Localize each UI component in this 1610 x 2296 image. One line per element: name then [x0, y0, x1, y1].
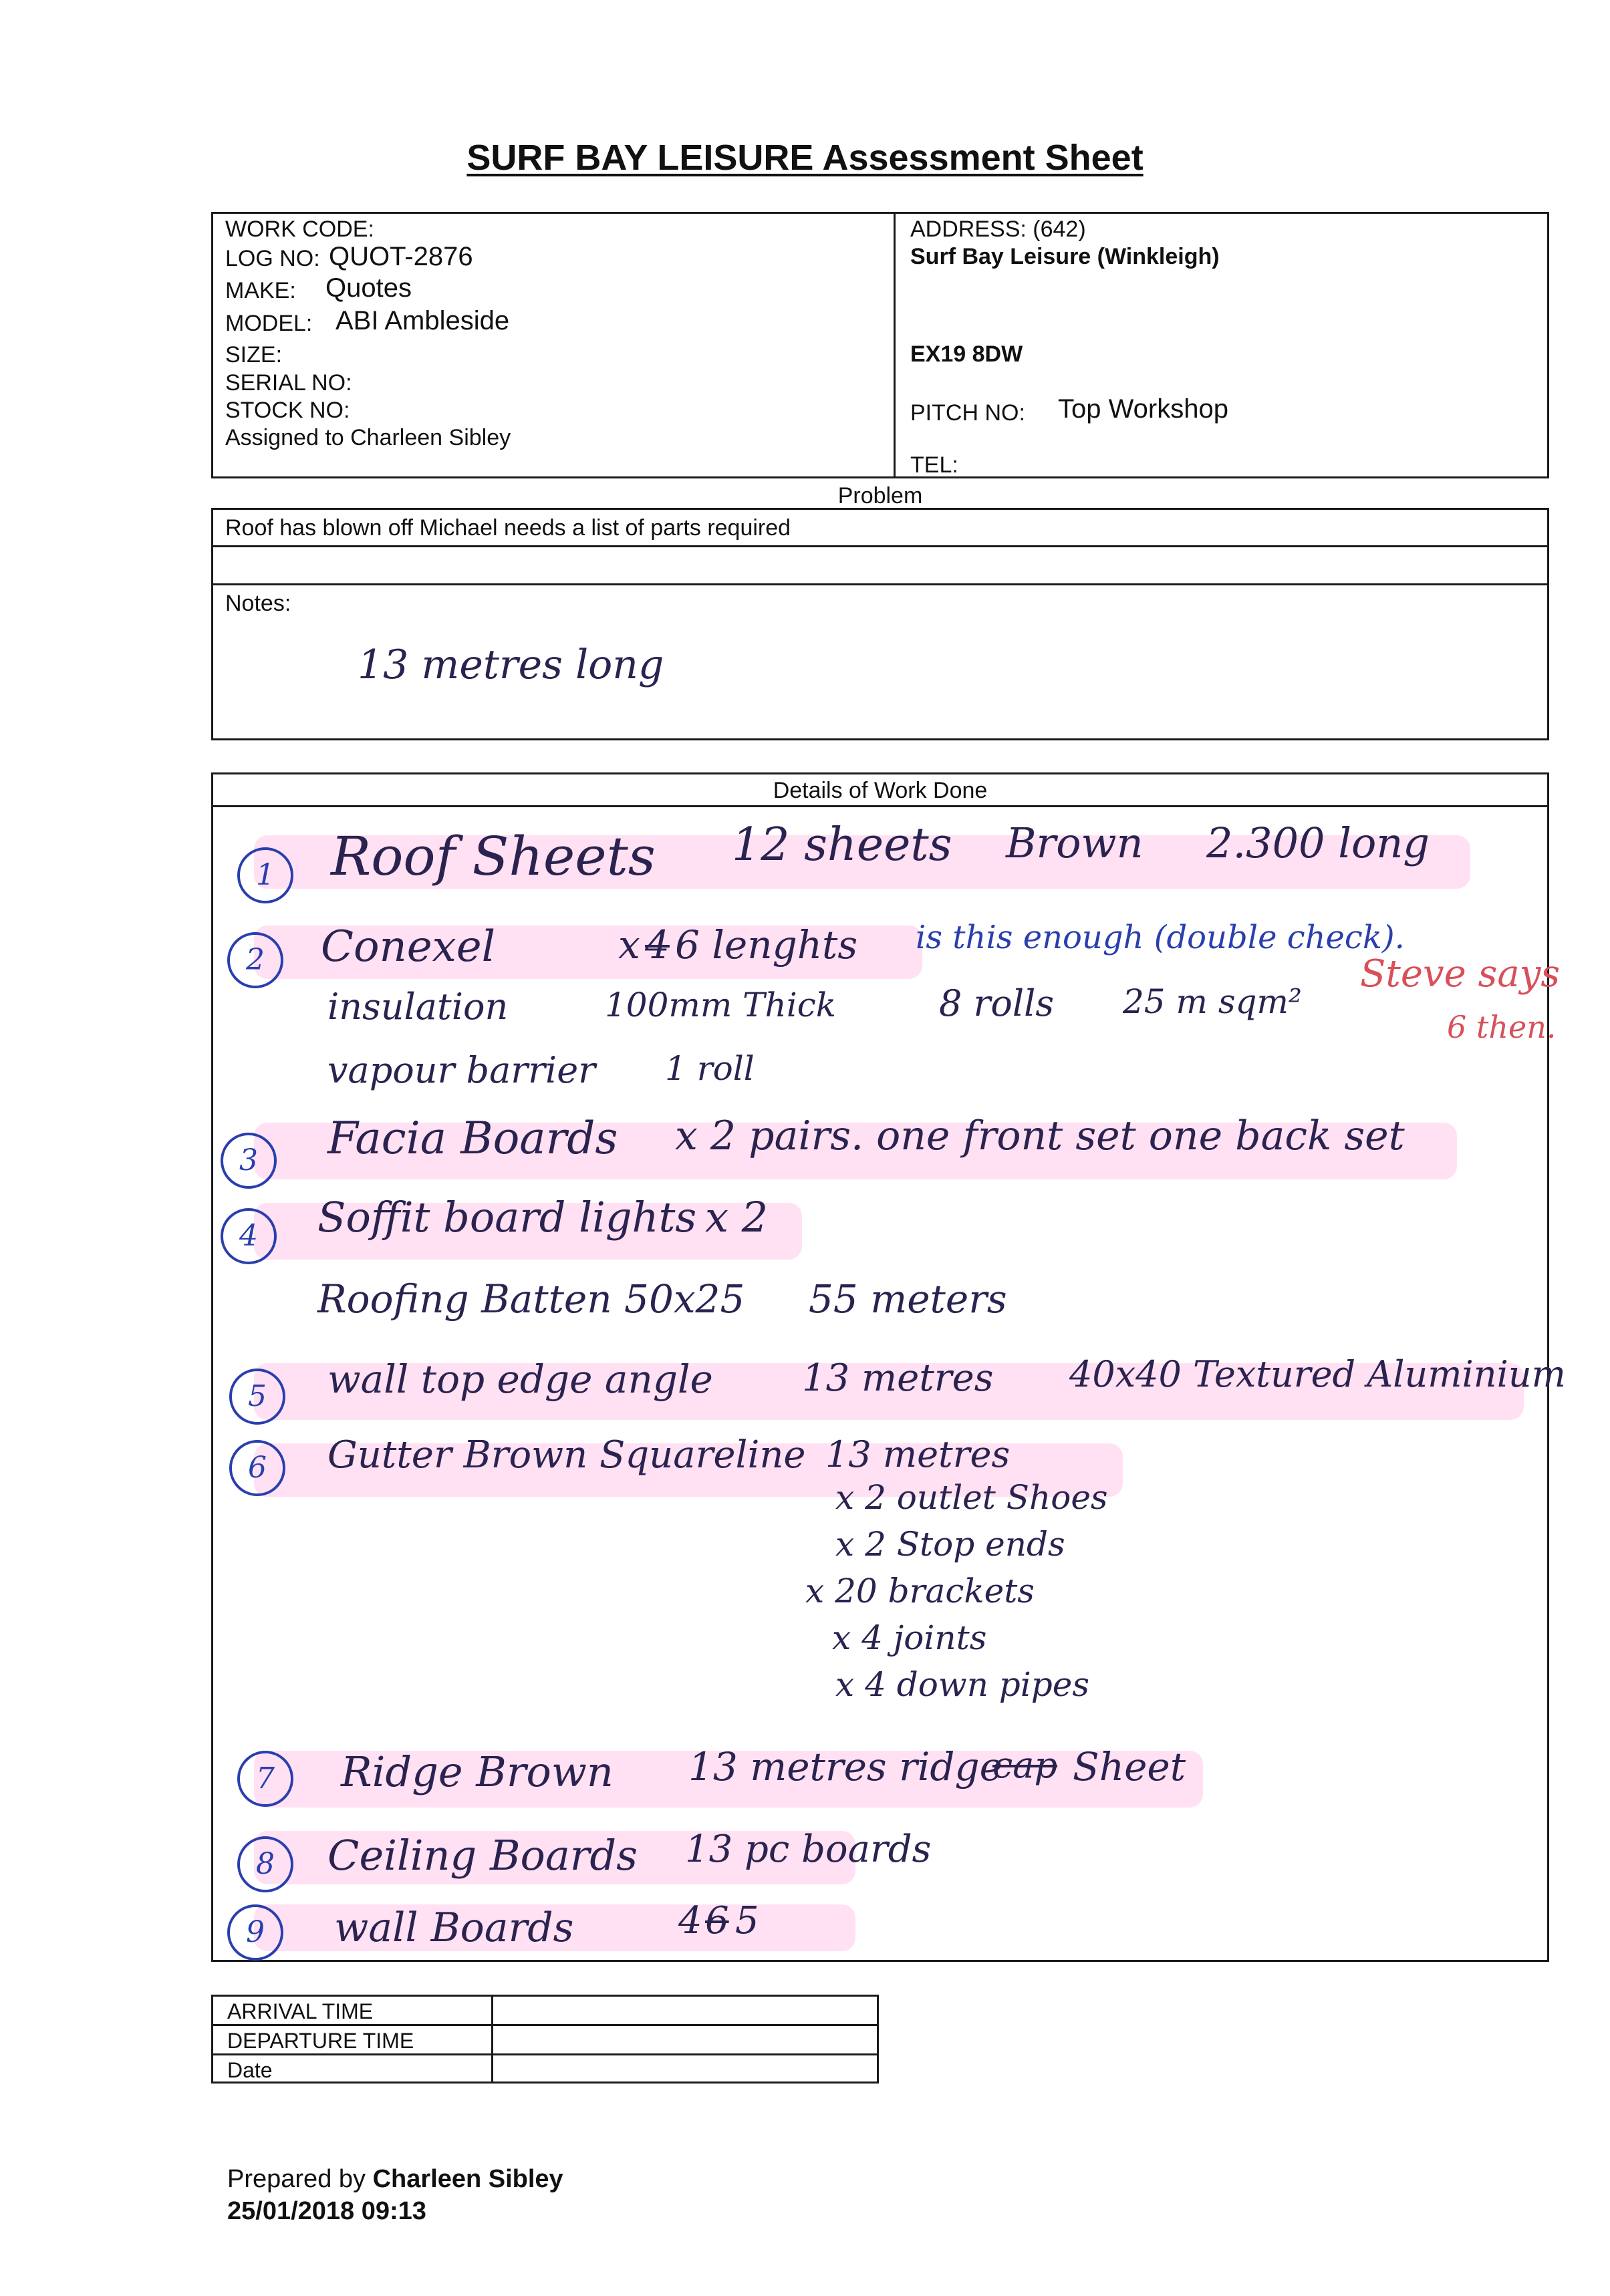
item-name: wall top edge angle — [327, 1356, 713, 1402]
item-name: Roofing Batten 50x25 — [317, 1276, 745, 1322]
item-detail: 13 pc boards — [685, 1828, 932, 1871]
item-length: 2.300 long — [1206, 819, 1430, 867]
handwritten-comment: is this enough (double check). — [916, 919, 1405, 956]
item-detail: 1 roll — [665, 1049, 755, 1088]
item-number-circle: 6 — [229, 1440, 285, 1496]
pitch-label: PITCH NO: — [910, 400, 1025, 426]
work-code-label: WORK CODE: — [225, 217, 374, 242]
item-detail: 55 meters — [809, 1276, 1007, 1322]
problem-row-divider-2 — [211, 583, 1549, 585]
address-label: ADDRESS: (642) — [910, 217, 1086, 242]
item-number-circle: 9 — [227, 1904, 283, 1961]
item-name: Conexel — [321, 922, 496, 972]
date-label: Date — [227, 2058, 273, 2082]
prepared-name: Charleen Sibley — [372, 2165, 563, 2193]
tel-label: TEL: — [910, 452, 958, 478]
times-divider — [491, 1995, 493, 2084]
item-name: vapour barrier — [327, 1049, 595, 1091]
item-name: insulation — [327, 986, 509, 1028]
item-number-circle: 3 — [221, 1133, 277, 1189]
item-name: Soffit board lights — [317, 1193, 697, 1242]
page-title: SURF BAY LEISURE Assessment Sheet — [466, 138, 1144, 178]
address-line: Surf Bay Leisure (Winkleigh) — [910, 244, 1220, 269]
prepared-by — [227, 2165, 563, 2193]
item-struck-value: cap — [992, 1744, 1058, 1786]
item-detail: 13 metres — [802, 1356, 994, 1400]
problem-heading: Problem — [837, 483, 923, 509]
item-number-circle: 8 — [237, 1836, 293, 1892]
item-number-circle: 7 — [237, 1751, 293, 1807]
log-no-value: QUOT-2876 — [329, 242, 473, 271]
notes-label: Notes: — [225, 591, 291, 616]
item-struck-value: 6 — [705, 1899, 729, 1943]
log-no-label: LOG NO: — [225, 246, 320, 271]
item-area: 25 m sqm² — [1123, 982, 1302, 1021]
item-detail-2: Sheet — [1073, 1744, 1186, 1789]
item-colour: Brown — [1006, 819, 1144, 867]
gutter-part: x 4 joints — [832, 1618, 987, 1657]
item-detail: 4 — [678, 1899, 702, 1943]
gutter-part: x 2 outlet Shoes — [835, 1478, 1108, 1517]
serial-label: SERIAL NO: — [225, 370, 352, 396]
assigned-text: Assigned to Charleen Sibley — [225, 425, 511, 450]
item-detail: 13 metres — [825, 1433, 1011, 1475]
item-name: Facia Boards — [327, 1113, 618, 1164]
item-number-circle: 2 — [227, 932, 283, 988]
problem-row-divider-1 — [211, 545, 1549, 547]
model-label: MODEL: — [225, 311, 313, 336]
work-done-heading-divider — [211, 805, 1549, 807]
item-detail: 13 metres ridge — [688, 1744, 1002, 1789]
item-name: Roof Sheets — [331, 825, 656, 887]
departure-time-label: DEPARTURE TIME — [227, 2029, 414, 2053]
header-divider — [894, 212, 896, 478]
gutter-part: x 2 Stop ends — [835, 1525, 1065, 1564]
prepared-label: Prepared by — [227, 2165, 366, 2193]
red-note-line-1: Steve says — [1360, 952, 1561, 996]
item-detail: 12 sheets — [732, 819, 952, 871]
item-name: Gutter Brown Squareline — [327, 1433, 806, 1477]
arrival-time-label: ARRIVAL TIME — [227, 1999, 374, 2023]
item-spec: 40x40 Textured Aluminium — [1069, 1353, 1566, 1395]
item-struck-value: 4 — [645, 922, 670, 968]
gutter-part: x 20 brackets — [805, 1572, 1035, 1610]
problem-box — [211, 508, 1549, 740]
item-name: wall Boards — [334, 1904, 574, 1951]
notes-handwritten: 13 metres long — [358, 641, 664, 688]
item-name: Ceiling Boards — [327, 1831, 638, 1880]
item-detail: x — [618, 922, 640, 968]
postcode: EX19 8DW — [910, 341, 1023, 367]
item-detail-2: 6 lenghts — [675, 922, 858, 968]
red-note-line-2: 6 then. — [1447, 1009, 1557, 1045]
work-done-heading: Details of Work Done — [773, 778, 988, 803]
size-label: SIZE: — [225, 342, 283, 368]
make-value: Quotes — [325, 273, 412, 303]
stock-label: STOCK NO: — [225, 398, 350, 423]
item-number-circle: 4 — [221, 1208, 277, 1264]
item-quantity: 8 rolls — [939, 982, 1055, 1024]
problem-text: Roof has blown off Michael needs a list of parts required — [225, 515, 791, 541]
pitch-value: Top Workshop — [1058, 394, 1228, 424]
item-name: Ridge Brown — [341, 1747, 614, 1796]
item-number-circle: 1 — [237, 847, 293, 903]
item-detail: x 2 pairs. one front set one back set — [675, 1113, 1405, 1159]
make-label: MAKE: — [225, 278, 296, 303]
prepared-datetime: 25/01/2018 09:13 — [227, 2197, 426, 2225]
item-detail: 100mm Thick — [605, 986, 836, 1024]
gutter-part: x 4 down pipes — [835, 1665, 1090, 1704]
item-number-circle: 5 — [229, 1369, 285, 1425]
model-value: ABI Ambleside — [336, 306, 510, 335]
item-detail: x 2 — [705, 1193, 769, 1242]
item-detail-2: 5 — [735, 1899, 759, 1943]
